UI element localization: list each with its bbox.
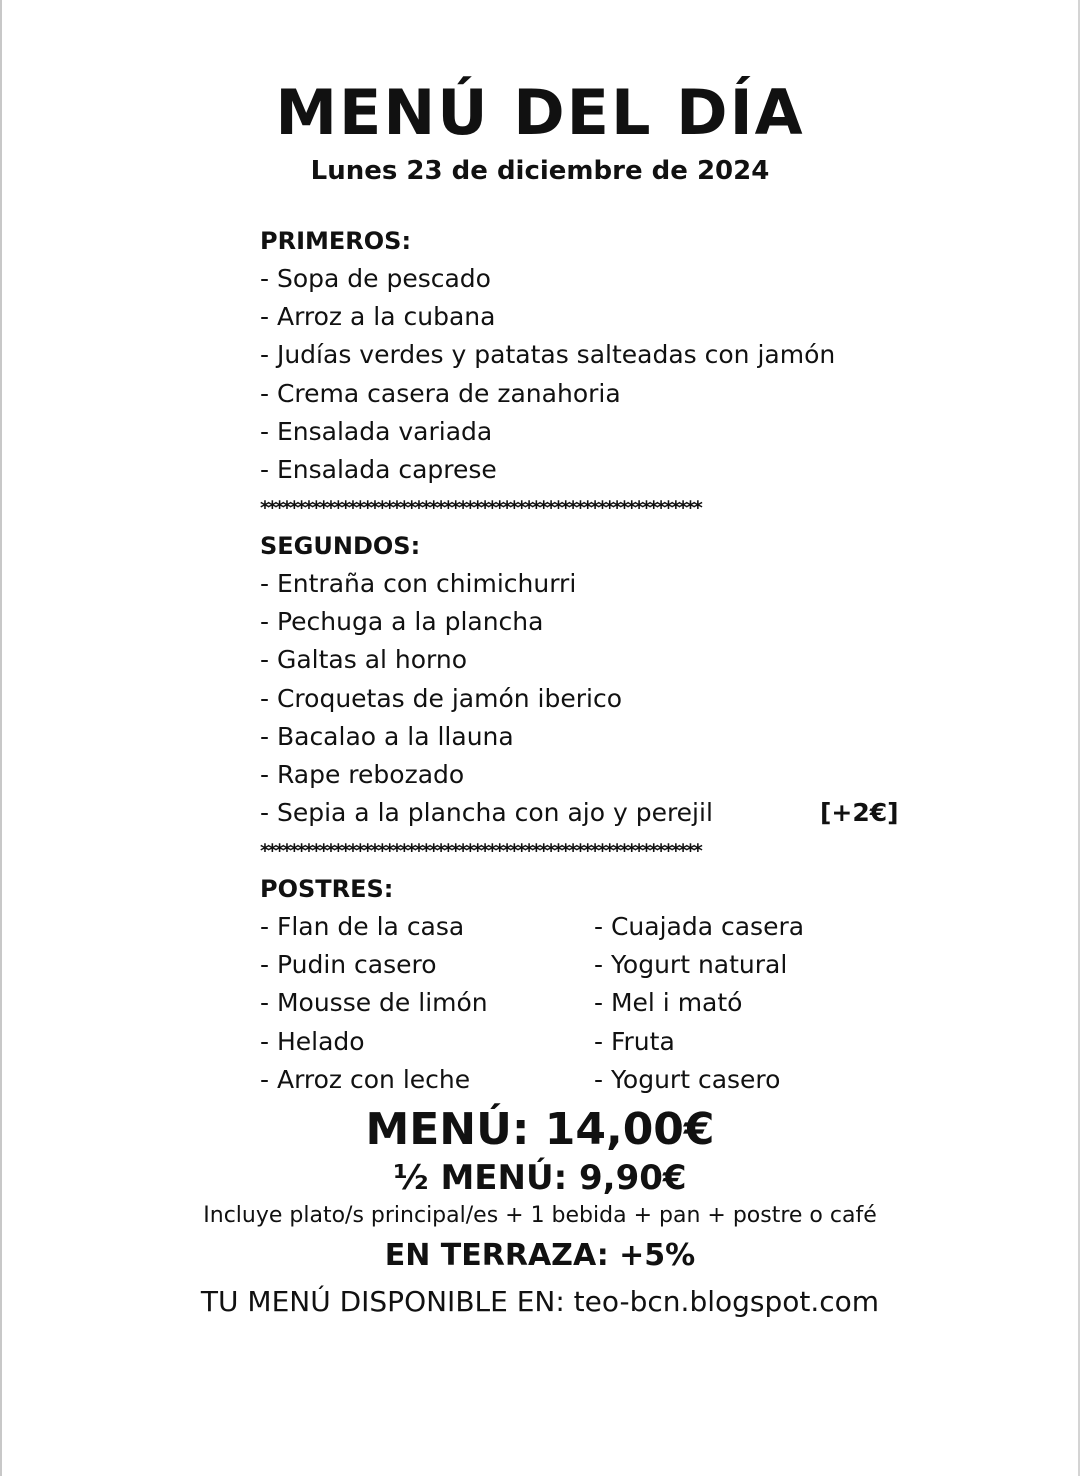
primeros-section: [260, 222, 1020, 527]
page-title: MENÚ DEL DÍA: [275, 76, 805, 149]
list-item: - Judías verdes y patatas salteadas con jamón: [260, 340, 836, 370]
primeros-title: PRIMEROS:: [260, 227, 412, 255]
list-item: - Pudin casero: [260, 950, 437, 980]
list-item: - Croquetas de jamón iberico: [260, 683, 622, 713]
list-item: - Mousse de limón: [260, 988, 488, 1018]
postres-columns: [260, 908, 1020, 1100]
list-item: - Rape rebozado: [260, 760, 465, 790]
list-item: - Mel i mató: [594, 988, 743, 1018]
half-menu-price: ½ MENÚ: 9,90€: [393, 1158, 687, 1198]
list-item: - Cuajada casera: [594, 912, 805, 941]
list-item: - Ensalada caprese: [260, 455, 497, 485]
menu-price: MENÚ: 14,00€: [365, 1104, 715, 1155]
postres-title: POSTRES:: [260, 875, 394, 903]
list-item: - Flan de la casa: [260, 912, 465, 941]
postres-column-left: [260, 908, 488, 1099]
separator: ************************************************************: [260, 497, 701, 520]
list-item: - Bacalao a la llauna: [260, 721, 514, 751]
list-item: - Sopa de pescado: [260, 264, 491, 293]
list-item: - Yogurt casero: [594, 1064, 781, 1094]
list-item: - Crema casera de zanahoria: [260, 378, 621, 408]
segundos-section: [260, 527, 1020, 870]
postres-section: [260, 870, 1020, 1100]
list-item-with-supplement: [260, 794, 1020, 832]
menu-date: Lunes 23 de diciembre de 2024: [310, 156, 770, 186]
list-item: - Entraña con chimichurri: [260, 569, 577, 598]
separator: ************************************************************: [260, 840, 701, 863]
menu-availability: TU MENÚ DISPONIBLE EN: teo-bcn.blogspot.com: [200, 1285, 880, 1318]
postres-column-right: [594, 908, 804, 1099]
menu-includes: Incluye plato/s principal/es + 1 bebida + pan + postre o café: [203, 1203, 877, 1228]
list-item: - Ensalada variada: [260, 416, 493, 446]
supplement-price: [+2€]: [820, 798, 899, 828]
list-item: - Arroz a la cubana: [260, 302, 496, 332]
terrace-surcharge: EN TERRAZA: +5%: [384, 1238, 696, 1273]
list-item: - Pechuga a la plancha: [260, 607, 544, 637]
list-item: - Fruta: [594, 1026, 675, 1056]
list-item-label: - Sepia a la plancha con ajo y perejil: [260, 798, 713, 828]
list-item: - Galtas al horno: [260, 645, 468, 675]
segundos-title: SEGUNDOS:: [260, 532, 421, 560]
list-item: - Arroz con leche: [260, 1064, 471, 1094]
list-item: - Helado: [260, 1026, 365, 1056]
list-item: - Yogurt natural: [594, 950, 788, 980]
